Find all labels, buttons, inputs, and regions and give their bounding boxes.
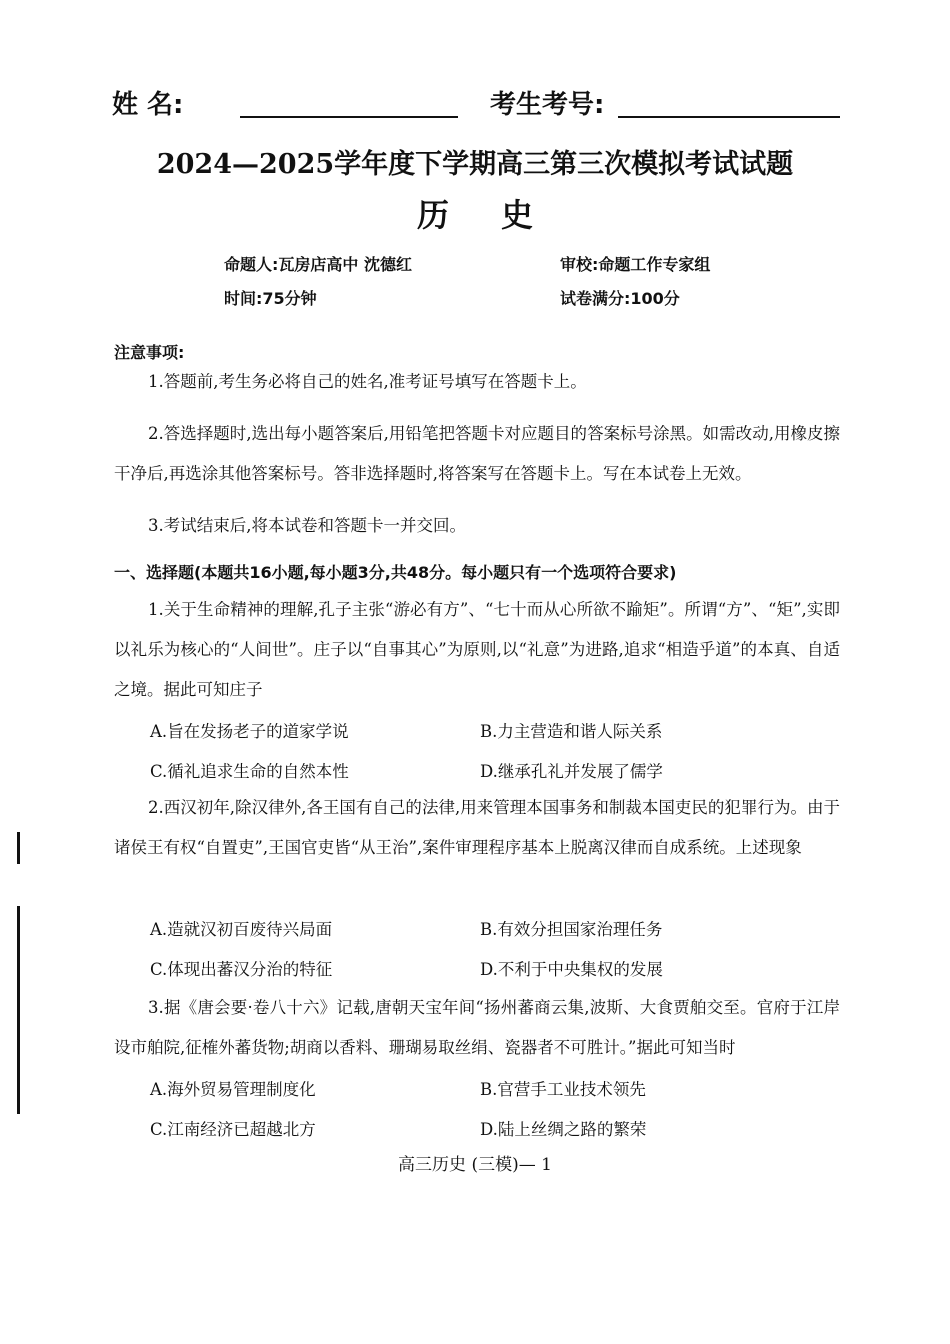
question-3-stem: 3.据《唐会要·卷八十六》记载,唐朝天宝年间“扬州蕃商云集,波斯、大食贾舶交至。官府于江岸设市舶院,征榷外蕃货物;胡商以香料、珊瑚易取丝绢、瓷器者不可胜计。”据此可知当时 (114, 998, 840, 1057)
question-1-option-d[interactable]: D.继承孔礼并发展了儒学 (480, 762, 663, 781)
exam-number-label: 考生考号: (490, 90, 605, 120)
question-3-option-a[interactable]: A.海外贸易管理制度化 (150, 1080, 316, 1099)
subject-char-2: 史 (501, 196, 534, 234)
exam-number-blank[interactable] (618, 116, 840, 118)
candidate-info-line (112, 84, 842, 124)
question-2-option-d[interactable]: D.不利于中央集权的发展 (480, 960, 663, 979)
question-1-option-c[interactable]: C.循礼追求生命的自然本性 (150, 762, 349, 781)
reviewer-line: 审校:命题工作专家组 (560, 255, 711, 274)
author-line: 命题人:瓦房店高中 沈德红 (224, 255, 412, 274)
question-2-stem: 2.西汉初年,除汉律外,各王国有自己的法律,用来管理本国事务和制裁本国吏民的犯罪行为。由于诸侯王有权“自置吏”,王国官吏皆“从王治”,案件审理程序基本上脱离汉律而自成系统。上述现象 (114, 798, 840, 857)
note-item-1: 1.答题前,考生务必将自己的姓名,准考证号填写在答题卡上。 (148, 372, 587, 391)
page-footer: 高三历史 (三模)— 1 (398, 1155, 552, 1175)
exam-title: 2024—2025学年度下学期高三第三次模拟考试试题 (156, 149, 794, 180)
subject-title (0, 190, 950, 236)
question-1-stem: 1.关于生命精神的理解,孔子主张“游必有方”、“七十而从心所欲不踰矩”。所谓“方”、“矩”,实即以礼乐为核心的“人间世”。庄子以“自事其心”为原则,以“礼意”为进路,追求“相造乎道”的本真、自适之境。据此可知庄子 (114, 600, 840, 699)
question-2-option-b[interactable]: B.有效分担国家治理任务 (480, 920, 663, 939)
note-item-2: 2.答选择题时,选出每小题答案后,用铅笔把答题卡对应题目的答案标号涂黑。如需改动,用橡皮擦干净后,再选涂其他答案标号。答非选择题时,将答案写在答题卡上。写在本试卷上无效。 (114, 424, 840, 483)
full-score-line: 试卷满分:100分 (560, 289, 680, 308)
subject-char-1: 历 (416, 196, 449, 234)
time-line: 时间:75分钟 (224, 289, 317, 308)
name-blank[interactable] (240, 116, 458, 118)
question-3-option-d[interactable]: D.陆上丝绸之路的繁荣 (480, 1120, 647, 1139)
question-3-option-c[interactable]: C.江南经济已超越北方 (150, 1120, 316, 1139)
note-item-3: 3.考试结束后,将本试卷和答题卡一并交回。 (148, 516, 466, 535)
binding-mark-top (17, 832, 20, 864)
question-2-option-a[interactable]: A.造就汉初百废待兴局面 (150, 920, 333, 939)
question-3-option-b[interactable]: B.官营手工业技术领先 (480, 1080, 646, 1099)
question-1-option-a[interactable]: A.旨在发扬老子的道家学说 (150, 722, 349, 741)
notes-heading: 注意事项: (114, 343, 185, 362)
section-1-heading: 一、选择题(本题共16小题,每小题3分,共48分。每小题只有一个选项符合要求) (114, 563, 677, 582)
question-1-option-b[interactable]: B.力主营造和谐人际关系 (480, 722, 663, 741)
question-2-option-c[interactable]: C.体现出蕃汉分治的特征 (150, 960, 333, 979)
binding-mark-long (17, 906, 20, 1114)
name-label: 姓 名: (112, 90, 184, 120)
